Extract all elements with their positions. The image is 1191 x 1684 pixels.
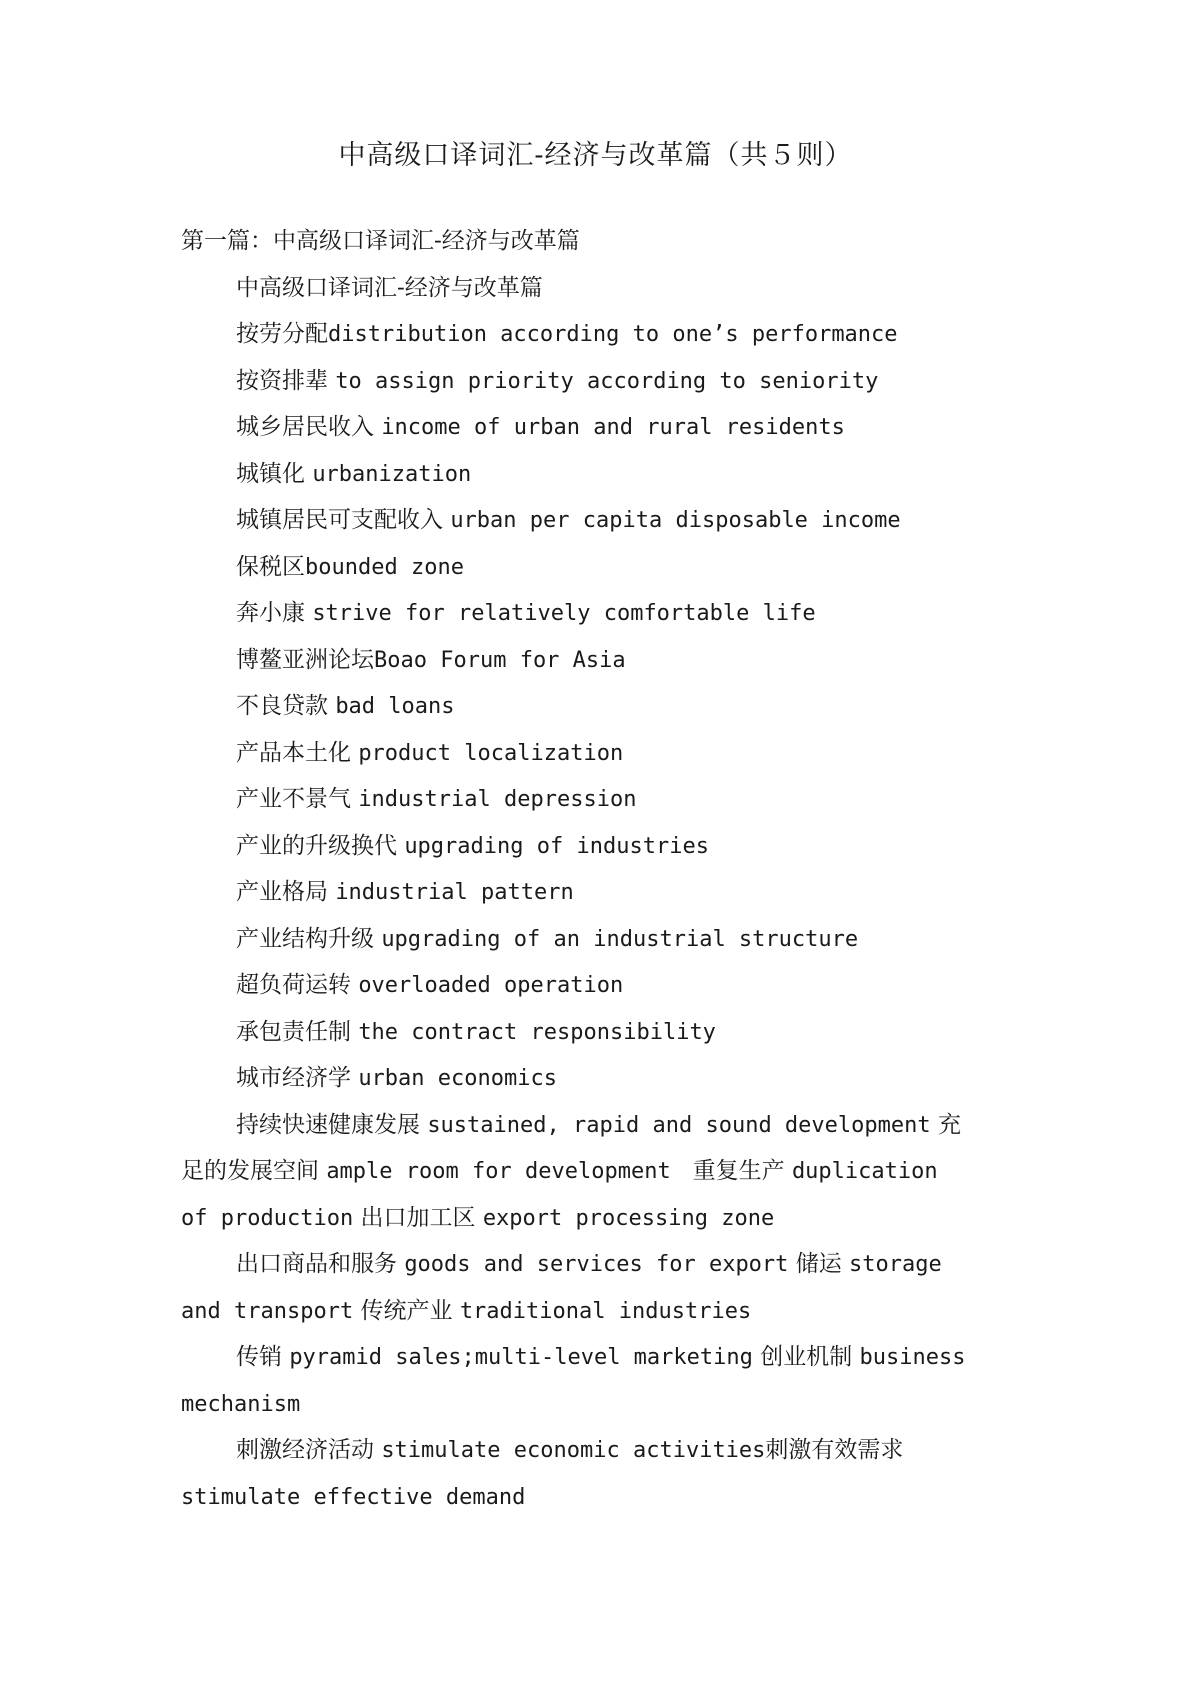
paragraph-line — [181, 1195, 1021, 1242]
entry-english: strive for relatively comfortable life — [312, 601, 816, 626]
entry-chinese: 产业结构升级 — [236, 925, 374, 952]
term-english: goods and services for export — [404, 1252, 789, 1277]
entry-chinese: 按劳分配 — [236, 321, 328, 347]
term-chinese: 刺激经济活动 — [236, 1437, 374, 1463]
term-english: business — [859, 1345, 966, 1370]
paragraph-line — [181, 1102, 1021, 1149]
glossary-entry — [181, 358, 1021, 405]
section-heading: 第一篇：中高级口译词汇-经济与改革篇 — [181, 228, 580, 254]
term-english: duplication — [791, 1159, 938, 1184]
entry-english: overloaded operation — [358, 973, 624, 998]
term-chinese: 充 — [937, 1111, 961, 1138]
term-chinese: 刺激有效需求 — [765, 1437, 904, 1463]
entry-english: industrial depression — [358, 787, 637, 812]
entry-english: bad loans — [335, 694, 455, 719]
glossary-entry — [181, 590, 1021, 637]
glossary-entry — [181, 1009, 1021, 1056]
term-english: pyramid sales;multi-level marketing — [289, 1345, 753, 1370]
entry-chinese: 奔小康 — [236, 600, 305, 626]
entry-english: bounded zone — [305, 554, 464, 580]
glossary-entry — [181, 544, 1021, 591]
term-english: traditional industries — [459, 1298, 752, 1324]
term-chinese: 创业机制 — [760, 1344, 853, 1370]
term-english: ample room for development — [326, 1159, 671, 1184]
entry-english: urban per capita disposable income — [450, 508, 901, 533]
paragraph-line — [181, 1148, 1021, 1195]
glossary-entry — [181, 683, 1021, 730]
entry-chinese: 超负荷运转 — [236, 972, 351, 998]
paragraph-line — [181, 1427, 1021, 1474]
term-chinese: 重复生产 — [692, 1158, 785, 1184]
entry-chinese: 承包责任制 — [236, 1018, 351, 1045]
entry-english: distribution according to one’s performance — [328, 322, 898, 347]
entry-english: urbanization — [312, 461, 472, 487]
entry-english: urban economics — [358, 1066, 557, 1091]
entry-english: product localization — [358, 740, 624, 766]
entry-english: to assign priority according to seniority — [335, 368, 879, 394]
paragraph-line — [181, 1288, 1021, 1335]
paragraph-line — [181, 1381, 1021, 1428]
entry-english: industrial pattern — [335, 880, 574, 905]
subheading: 中高级口译词汇-经济与改革篇 — [236, 274, 543, 301]
glossary-entry — [181, 404, 1021, 451]
term-english: export processing zone — [482, 1205, 775, 1231]
glossary-entry — [181, 637, 1021, 684]
term-chinese: 出口加工区 — [360, 1204, 476, 1231]
entry-chinese: 产品本土化 — [236, 739, 351, 766]
glossary-entry — [181, 1055, 1021, 1102]
document-body — [181, 218, 1021, 1520]
glossary-entry — [181, 869, 1021, 916]
term-chinese: 储运 — [795, 1251, 842, 1277]
entry-chinese: 产业不景气 — [236, 786, 351, 812]
term-english: storage — [849, 1252, 942, 1277]
glossary-entry — [181, 497, 1021, 544]
paragraph-line — [181, 1241, 1021, 1288]
glossary-entry — [181, 730, 1021, 777]
entry-english: income of urban and rural residents — [381, 415, 845, 440]
term-english: sustained, rapid and sound development — [427, 1112, 931, 1138]
glossary-entry — [181, 916, 1021, 963]
term-chinese: 出口商品和服务 — [236, 1251, 397, 1277]
entry-chinese: 城乡居民收入 — [236, 414, 374, 440]
glossary-entry — [181, 776, 1021, 823]
entry-chinese: 城市经济学 — [236, 1065, 351, 1091]
entry-english: Boao Forum for Asia — [374, 647, 626, 673]
glossary-entry — [181, 823, 1021, 870]
term-chinese: 传统产业 — [360, 1297, 453, 1324]
term-chinese: 足的发展空间 — [181, 1158, 319, 1184]
term-english: stimulate economic activities — [381, 1438, 766, 1463]
term-english: of production — [181, 1205, 354, 1231]
entry-chinese: 博鳌亚洲论坛 — [236, 646, 374, 673]
entry-chinese: 按资排辈 — [236, 367, 328, 394]
entry-english: the contract responsibility — [358, 1019, 716, 1045]
paragraph-line — [181, 1334, 1021, 1381]
term-english: stimulate effective demand — [181, 1484, 526, 1510]
entry-chinese: 产业格局 — [236, 879, 328, 905]
paragraph-line — [181, 1474, 1021, 1521]
glossary-entry — [181, 962, 1021, 1009]
term-english: mechanism — [181, 1391, 301, 1417]
entry-english: upgrading of an industrial structure — [381, 926, 859, 952]
glossary-entry — [181, 311, 1021, 358]
document-title: 中高级口译词汇-经济与改革篇（共５则） — [338, 140, 853, 171]
entry-chinese: 不良贷款 — [236, 693, 328, 719]
entry-chinese: 保税区 — [236, 553, 305, 580]
glossary-entry — [181, 451, 1021, 498]
term-chinese: 持续快速健康发展 — [236, 1111, 420, 1138]
term-chinese: 传销 — [236, 1344, 282, 1370]
entry-chinese: 城镇居民可支配收入 — [236, 507, 443, 533]
entry-chinese: 城镇化 — [236, 460, 305, 487]
entry-chinese: 产业的升级换代 — [236, 832, 397, 859]
entry-english: upgrading of industries — [404, 833, 709, 859]
term-english: and transport — [181, 1298, 354, 1324]
